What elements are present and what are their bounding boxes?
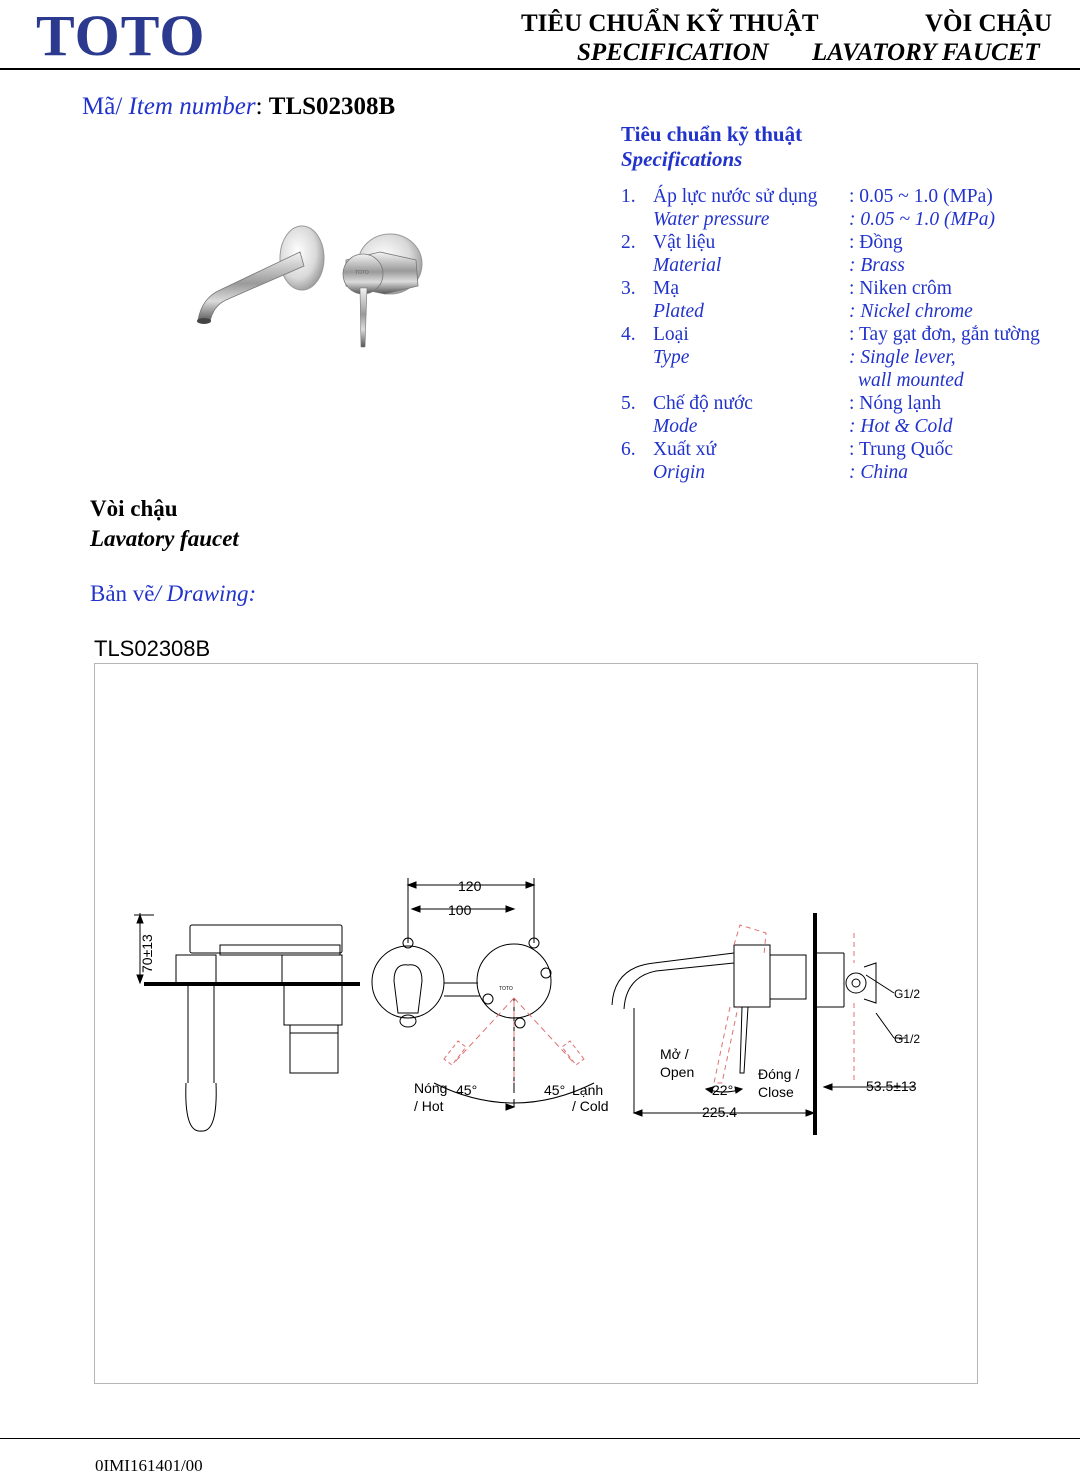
spec-label-vi: Loại [653, 324, 689, 345]
angle-cold: 45° [544, 1082, 566, 1098]
spec-value-en: : China [849, 462, 909, 483]
angle-hot: 45° [456, 1082, 478, 1098]
spec-value-en: : Single lever, [849, 347, 956, 368]
spec-label-vi: Vật liệu [653, 232, 716, 253]
spec-value-en: : Brass [849, 255, 905, 276]
label-open-vi: Mở / [660, 1046, 689, 1062]
item-number-line [82, 93, 395, 121]
product-name-vi: Vòi chậu [90, 496, 178, 521]
spec-row-no: 3. [621, 278, 636, 299]
spec-label-vi: Chế độ nước [653, 393, 753, 414]
spec-row-no: 5. [621, 393, 636, 414]
side-view [134, 913, 360, 1131]
spec-value-vi: : Nóng lạnh [849, 393, 942, 414]
spec-row-no: 2. [621, 232, 636, 253]
label-hot-vi: Nóng [414, 1080, 448, 1096]
label-cold-en: / Cold [572, 1098, 609, 1114]
drawing-plate-brand: TOTO [499, 986, 513, 992]
spec-value-en-continued: wall mounted [858, 370, 964, 391]
spec-label-en: Type [653, 347, 690, 368]
item-label-vi: Mã/ [82, 93, 129, 120]
spec-label-en: Material [653, 255, 722, 276]
dim-width-100: 100 [448, 902, 472, 918]
item-number: TLS02308B [268, 93, 396, 120]
spec-label-en: Origin [653, 462, 706, 483]
technical-drawing [94, 663, 978, 1384]
document-code: 0IMI161401/00 [95, 1456, 203, 1475]
spec-value-en: : Nickel chrome [849, 301, 973, 322]
spec-value-vi: : Trung Quốc [849, 439, 954, 460]
header-divider [0, 68, 1080, 70]
spec-label-en: Plated [653, 301, 704, 322]
dim-width-120: 120 [458, 878, 482, 894]
dim-wall-depth: 53.5±13 [866, 1078, 917, 1094]
header-title-vi: TIÊU CHUẨN KỸ THUẬT [521, 10, 819, 37]
spec-value-en: : Hot & Cold [849, 416, 953, 437]
spec-value-vi: : Niken crôm [849, 278, 952, 299]
product-name-en: Lavatory faucet [90, 526, 239, 551]
spec-value-vi: : 0.05 ~ 1.0 (MPa) [849, 186, 993, 207]
angle-lever: 22° [712, 1082, 734, 1098]
product-name [90, 494, 239, 554]
label-close-vi: Đóng / [758, 1066, 800, 1082]
label-close-en: Close [758, 1084, 794, 1100]
item-separator: : [255, 93, 269, 120]
spec-label-en: Mode [653, 416, 698, 437]
spec-label-vi: Mạ [653, 278, 679, 299]
item-label-en: Item number [128, 93, 256, 120]
label-open-en: Open [660, 1064, 695, 1080]
spec-value-vi: : Tay gạt đơn, gắn tường [849, 324, 1040, 345]
label-cold-vi: Lạnh [572, 1082, 604, 1098]
toto-logo: TOTO [36, 3, 206, 68]
product-photo [180, 222, 430, 357]
label-hot-en: / Hot [414, 1098, 444, 1114]
drawing-label-vi: Bản vẽ [90, 581, 155, 606]
header-product-en: LAVATORY FAUCET [812, 39, 1040, 66]
spec-label-vi: Áp lực nước sử dụng [653, 186, 818, 207]
spec-row-no: 4. [621, 324, 636, 345]
thread-bottom: G1/2 [894, 1032, 921, 1046]
spec-label-vi: Xuất xứ [653, 439, 717, 460]
spec-row-no: 6. [621, 439, 636, 460]
dim-spout-length: 225.4 [702, 1104, 738, 1120]
header-product-vi: VÒI CHẬU [925, 10, 1053, 37]
drawing-model-label: TLS02308B [94, 636, 211, 661]
spec-heading-vi: Tiêu chuẩn kỹ thuật [621, 122, 803, 146]
header-title-en: SPECIFICATION [577, 39, 769, 66]
front-view [372, 878, 594, 1110]
drawing-label-en: / Drawing: [154, 581, 257, 606]
spec-value-en: : 0.05 ~ 1.0 (MPa) [849, 209, 995, 230]
footer-divider [0, 1438, 1080, 1439]
right-view [612, 913, 914, 1135]
photo-plate-brand: TOTO [355, 270, 369, 276]
thread-top: G1/2 [894, 987, 921, 1001]
dim-height: 70±13 [139, 934, 155, 973]
spec-value-vi: : Đồng [849, 232, 903, 253]
spec-label-en: Water pressure [653, 209, 770, 230]
spec-row-no: 1. [621, 186, 636, 207]
drawing-label [90, 581, 256, 607]
spec-heading-en: Specifications [621, 147, 743, 171]
